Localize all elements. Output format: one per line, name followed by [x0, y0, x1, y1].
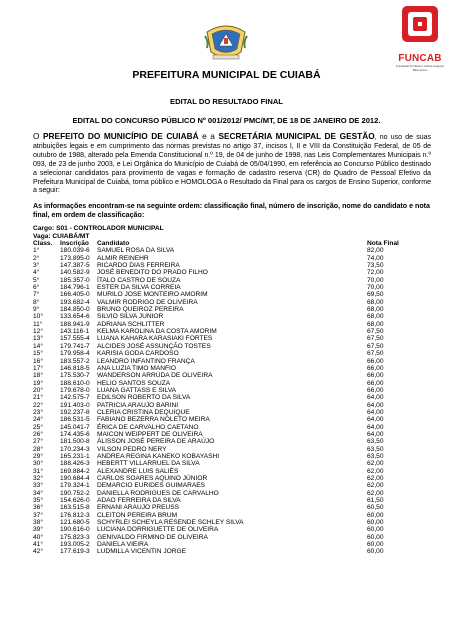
cell-inscricao: 143.116-1 [60, 328, 90, 336]
header-nota-final: Nota Final [367, 240, 399, 247]
intro-conjunction: e a [198, 131, 219, 141]
cell-inscricao: 170.234-3 [60, 445, 90, 453]
cell-class: 37° [33, 511, 43, 519]
cell-inscricao: 190.752-2 [60, 489, 90, 497]
table-row [33, 372, 431, 379]
table-row [33, 416, 431, 423]
cell-class: 30° [33, 460, 43, 468]
header-candidato: Candidato [97, 240, 130, 247]
cell-inscricao: 179.678-0 [60, 386, 90, 394]
cell-nota-final: 66,00 [367, 357, 384, 365]
cell-nota-final: 62,00 [367, 467, 384, 475]
cell-class: 31° [33, 467, 43, 475]
cell-nota-final: 66,00 [367, 364, 384, 372]
cell-candidato: LEANDRO INFANTINO FRANÇA [97, 357, 195, 365]
table-row [33, 255, 431, 262]
cell-candidato: SAMUEL ROSA DA SILVA [97, 247, 175, 255]
cell-class: 22° [33, 401, 43, 409]
cell-inscricao: 186.531-5 [60, 416, 90, 424]
cell-inscricao: 121.680-5 [60, 519, 90, 527]
cell-inscricao: 173.895-0 [60, 254, 90, 262]
cell-nota-final: 63,50 [367, 445, 384, 453]
cell-inscricao: 180.039-6 [60, 247, 90, 255]
table-row [33, 277, 431, 284]
cell-nota-final: 60,00 [367, 511, 384, 519]
cell-inscricao: 179.741-7 [60, 342, 90, 350]
cell-candidato: FABIANO BEZERRA NOLETO MEIRA [97, 416, 210, 424]
cell-inscricao: 179.324-1 [60, 482, 90, 490]
cell-inscricao: 146.818-5 [60, 364, 90, 372]
cell-candidato: CLEITON PEREIRA BRUM [97, 511, 178, 519]
cell-candidato: SCHYRLEI SCHEYLA RESENDE SCHLEY SILVA [97, 519, 244, 527]
cell-inscricao: 191.403-0 [60, 401, 90, 409]
cell-nota-final: 68,00 [367, 298, 384, 306]
cell-candidato: KARISIA GODA CARDOSO [97, 350, 179, 358]
cell-nota-final: 70,00 [367, 276, 384, 284]
cell-nota-final: 62,00 [367, 475, 384, 482]
cell-inscricao: 188.941-9 [60, 320, 90, 328]
cell-nota-final: 68,00 [367, 306, 384, 314]
table-row [33, 519, 431, 526]
cell-candidato: HEBERTT VILLARRUEL DA SILVA [97, 460, 200, 468]
vaga-label: Vaga: CUIABÁ/MT [33, 232, 90, 240]
cell-candidato: ALCIDES JOSÉ ASSUNÇÃO TOSTES [97, 342, 211, 350]
cell-candidato: CLERIA CRISTINA DEQUIQUE [97, 408, 190, 416]
table-row [33, 468, 431, 475]
cell-inscricao: 175.530-7 [60, 372, 90, 380]
cell-inscricao: 145.041-7 [60, 423, 90, 431]
cell-inscricao: 190.684-4 [60, 475, 90, 482]
cell-class: 3° [33, 262, 40, 270]
cell-nota-final: 67,50 [367, 342, 384, 350]
cell-candidato: PATRICIA ARAUJO BARINI [97, 401, 179, 409]
cell-inscricao: 176.812-3 [60, 511, 90, 519]
table-row [33, 321, 431, 328]
table-row [33, 512, 431, 519]
cell-nota-final: 64,00 [367, 401, 384, 409]
order-notice: As informações encontram-se na seguinte ordem: classificação final, número de inscrição, nome do candidato e nota final, em ordem de classificação: [33, 202, 430, 219]
funcab-wordmark: FUNCAB [398, 53, 442, 64]
funcab-tagline: Fundação Professor Carlos Augusto Bittencourt [395, 64, 445, 72]
cell-inscricao: 190.616-0 [60, 526, 90, 534]
cell-candidato: LUDMILLA VICENTIN JORGE [97, 548, 187, 556]
table-row [33, 526, 431, 533]
cell-nota-final: 62,00 [367, 460, 384, 468]
cargo-label: Cargo: S01 - CONTROLADOR MUNICIPAL [33, 225, 164, 232]
cell-candidato: DANIELLA RODRIGUES DE CARVALHO [97, 489, 219, 497]
cuiaba-crest-logo [203, 22, 249, 62]
cell-class: 38° [33, 519, 43, 527]
table-row [33, 490, 431, 497]
cell-candidato: ÉRICA DE CARVALHO CAETANO [97, 423, 199, 431]
cell-candidato: ANDREA REGINA KANEKO KOBAYASHI [97, 452, 220, 460]
cell-candidato: ANA LUZIA TIMO MANFIO [97, 364, 177, 372]
cell-candidato: RICARDO DIAS FERREIRA [97, 262, 180, 270]
cell-candidato: JOSÉ BENEDITO DO PRADO FILHO [97, 269, 208, 277]
results-table [33, 240, 431, 556]
cell-class: 1° [33, 247, 40, 255]
cell-inscricao: 193.682-4 [60, 298, 90, 306]
cell-inscricao: 175.823-3 [60, 533, 90, 541]
cell-candidato: DANIELA VIEIRA [97, 541, 149, 549]
cell-nota-final: 68,00 [367, 320, 384, 328]
cell-inscricao: 157.555-4 [60, 335, 90, 343]
cell-candidato: ALMIR REINEHR [97, 254, 149, 262]
cell-inscricao: 166.405-0 [60, 291, 90, 299]
table-row [33, 247, 431, 254]
cell-nota-final: 61,50 [367, 497, 384, 505]
cell-nota-final: 60,50 [367, 504, 384, 512]
table-row [33, 394, 431, 401]
cell-inscricao: 140.582-9 [60, 269, 90, 277]
table-row [33, 365, 431, 372]
cell-candidato: EDILSON ROBERTO DA SILVA [97, 394, 191, 402]
cell-nota-final: 66,00 [367, 372, 384, 380]
header-inscricao: Inscrição [60, 240, 89, 247]
cell-inscricao: 181.500-8 [60, 438, 90, 446]
cargo-block [33, 225, 164, 240]
cell-inscricao: 169.884-2 [60, 467, 90, 475]
table-row [33, 306, 431, 313]
cell-class: 36° [33, 504, 43, 512]
cell-candidato: CARLOS SOARES AQUINO JÚNIOR [97, 475, 208, 482]
table-row [33, 424, 431, 431]
results-body [33, 247, 431, 555]
table-row [33, 358, 431, 365]
cell-candidato: ÁLISSON JOSÉ PEREIRA DE ARAÚJO [97, 438, 215, 446]
table-row [33, 313, 431, 320]
cell-inscricao: 179.958-4 [60, 350, 90, 358]
cell-inscricao: 184.796-1 [60, 284, 90, 292]
cell-candidato: VALMIR RODRIGO DE OLIVEIRA [97, 298, 198, 306]
cell-nota-final: 63,50 [367, 438, 384, 446]
cell-class: 32° [33, 475, 43, 482]
cell-class: 25° [33, 423, 43, 431]
cell-class: 16° [33, 357, 43, 365]
cell-candidato: SILVIO SILVA JUNIOR [97, 313, 164, 321]
table-row [33, 541, 431, 548]
cell-class: 13° [33, 335, 43, 343]
cell-class: 23° [33, 408, 43, 416]
header-class: Class. [33, 240, 53, 247]
cell-inscricao: 142.575-7 [60, 394, 90, 402]
cell-nota-final: 64,00 [367, 394, 384, 402]
cell-class: 8° [33, 298, 40, 306]
concurso-title: EDITAL DO CONCURSO PÚBLICO Nº 001/2012/ PMC/MT, DE 18 DE JANEIRO DE 2012. [72, 116, 381, 125]
cell-nota-final: 82,00 [367, 247, 384, 255]
cell-candidato: MAICON WEIPPERT DE OLIVEIRA [97, 430, 203, 438]
cell-nota-final: 60,00 [367, 533, 384, 541]
funcab-logo [393, 4, 447, 72]
cell-candidato: LUCIANA DORRIGUETTE DE OLIVEIRA [97, 526, 219, 534]
cell-class: 28° [33, 445, 43, 453]
intro-org-secretaria: SECRETÁRIA MUNICIPAL DE GESTÃO [218, 131, 375, 141]
table-row [33, 262, 431, 269]
cell-class: 34° [33, 489, 43, 497]
cell-class: 19° [33, 379, 43, 387]
cell-nota-final: 64,00 [367, 408, 384, 416]
cell-inscricao: 188.426-3 [60, 460, 90, 468]
cell-class: 42° [33, 548, 43, 556]
cell-inscricao: 185.357-0 [60, 276, 90, 284]
cell-nota-final: 66,00 [367, 379, 384, 387]
intro-org-prefeito: PREFEITO DO MUNICÍPIO DE CUIABÁ [43, 131, 199, 141]
cell-candidato: ADRIANA SCHLITTER [97, 320, 165, 328]
cell-nota-final: 64,00 [367, 423, 384, 431]
cell-candidato: LUANA KAHARA KARASIAKI FORTES [97, 335, 213, 343]
table-row [33, 291, 431, 298]
cell-nota-final: 68,00 [367, 313, 384, 321]
table-row [33, 387, 431, 394]
cell-nota-final: 67,50 [367, 328, 384, 336]
cell-candidato: BRUNO QUEIROZ PEREIRA [97, 306, 184, 314]
table-row [33, 343, 431, 350]
table-row [33, 438, 431, 445]
cell-class: 2° [33, 254, 40, 262]
table-row [33, 504, 431, 511]
cell-nota-final: 60,00 [367, 526, 384, 534]
cell-class: 18° [33, 372, 43, 380]
cell-nota-final: 74,00 [367, 254, 384, 262]
cell-class: 14° [33, 342, 43, 350]
cell-class: 33° [33, 482, 43, 490]
cell-class: 17° [33, 364, 43, 372]
table-row [33, 299, 431, 306]
cell-nota-final: 67,50 [367, 350, 384, 358]
table-row [33, 497, 431, 504]
intro-body: , no uso de suas atribuições legais e em cumprimento das normas previstas no artigo 37, incisos I, II e VIII da Constituição Federal, de 05 de outubro de 1988, alterado pela Emenda Constitucional n.º 19, de 04 de junho de 1998, nas Leis Complementares Municipais n.º 093, de 23 de junho 2003, e Lei Orgânica do Município de Cuiabá de 05/04/1990, em referência ao Concurso Público destinado a selecionar candidatos para provimento de vagas e formação de cadastro reserva (CR) do Quadro de Pessoal Efetivo da Prefeitura Municipal de Cuiabá, torna público e HOMOLOGA o Resultado da Final para os cargos de Ensino Superior, conforme a seguir: [33, 134, 432, 195]
cell-candidato: MURILO JOSE MONTEIRO AMORIM [97, 291, 208, 299]
cell-nota-final: 64,00 [367, 416, 384, 424]
table-row [33, 548, 431, 555]
cell-candidato: KELMA KAROLINA DA COSTA AMORIM [97, 328, 217, 336]
cell-nota-final: 73,50 [367, 262, 384, 270]
prefeitura-title: PREFEITURA MUNICIPAL DE CUIABÁ [132, 69, 321, 81]
table-row [33, 446, 431, 453]
cell-class: 4° [33, 269, 40, 277]
cell-inscricao: 192.237-8 [60, 408, 90, 416]
intro-lead: O [33, 131, 44, 141]
cell-inscricao: 147.387-5 [60, 262, 90, 270]
cell-class: 35° [33, 497, 43, 505]
cell-inscricao: 163.515-8 [60, 504, 90, 512]
table-row [33, 380, 431, 387]
table-row [33, 409, 431, 416]
cell-candidato: ÍTALO CASTRO DE SOUZA [97, 276, 181, 284]
cell-inscricao: 133.654-6 [60, 313, 90, 321]
table-row [33, 269, 431, 276]
cell-inscricao: 177.619-3 [60, 548, 90, 556]
cell-candidato: ERNANI ARAUJO PREUSS [97, 504, 180, 512]
cell-nota-final: 67,50 [367, 335, 384, 343]
table-row [33, 328, 431, 335]
cell-class: 26° [33, 430, 43, 438]
cell-nota-final: 60,00 [367, 548, 384, 556]
table-row [33, 453, 431, 460]
cell-nota-final: 64,00 [367, 430, 384, 438]
cell-class: 15° [33, 350, 43, 358]
cell-class: 39° [33, 526, 43, 534]
cell-nota-final: 72,00 [367, 269, 384, 277]
cell-class: 20° [33, 386, 43, 394]
edital-title: EDITAL DO RESULTADO FINAL [170, 97, 283, 106]
results-header-row [33, 240, 431, 247]
cell-candidato: DEMARCIO EURIDES GUIMARAES [97, 482, 206, 490]
cell-class: 9° [33, 306, 40, 314]
table-row [33, 475, 431, 482]
cell-candidato: VILSON PEDRO NERY [97, 445, 167, 453]
cell-class: 29° [33, 452, 43, 460]
cell-nota-final: 63,50 [367, 452, 384, 460]
cell-class: 27° [33, 438, 43, 446]
table-row [33, 460, 431, 467]
cell-nota-final: 62,00 [367, 489, 384, 497]
cell-candidato: HELIO SANTOS SOUZA [97, 379, 171, 387]
cell-inscricao: 165.231-1 [60, 452, 90, 460]
cell-candidato: WANDERSON ARRUDA DE OLIVEIRA [97, 372, 213, 380]
cell-class: 6° [33, 284, 40, 292]
cell-candidato: ADAO FERREIRA DA SILVA [97, 497, 181, 505]
cell-class: 10° [33, 313, 43, 321]
cell-inscricao: 174.435-6 [60, 430, 90, 438]
cell-nota-final: 60,00 [367, 541, 384, 549]
cell-class: 21° [33, 394, 43, 402]
cell-inscricao: 193.005-2 [60, 541, 90, 549]
cell-nota-final: 69,50 [367, 291, 384, 299]
table-row [33, 482, 431, 489]
cell-class: 24° [33, 416, 43, 424]
funcab-emblem-icon [399, 4, 441, 48]
cell-inscricao: 183.557-2 [60, 357, 90, 365]
cell-nota-final: 60,00 [367, 519, 384, 527]
cell-class: 12° [33, 328, 43, 336]
cell-candidato: LUANA GATTASS E SILVA [97, 386, 177, 394]
cell-inscricao: 154.626-0 [60, 497, 90, 505]
table-row [33, 350, 431, 357]
table-row [33, 431, 431, 438]
cell-class: 40° [33, 533, 43, 541]
table-row [33, 402, 431, 409]
cell-class: 5° [33, 276, 40, 284]
cell-inscricao: 184.850-0 [60, 306, 90, 314]
cell-candidato: GENIVALDO FIRMINO DE OLIVEIRA [97, 533, 208, 541]
table-row [33, 284, 431, 291]
cell-candidato: ALEXANDRE LUIS SALIÉS [97, 467, 179, 475]
intro-paragraph [33, 132, 431, 196]
cell-class: 11° [33, 320, 43, 328]
cell-nota-final: 70,00 [367, 284, 384, 292]
cell-class: 41° [33, 541, 43, 549]
cell-candidato: ESTER DA SILVA CORREIA [97, 284, 181, 292]
cell-nota-final: 62,00 [367, 482, 384, 490]
cell-inscricao: 188.610-0 [60, 379, 90, 387]
cell-class: 7° [33, 291, 40, 299]
cell-nota-final: 66,00 [367, 386, 384, 394]
table-row [33, 534, 431, 541]
table-row [33, 335, 431, 342]
